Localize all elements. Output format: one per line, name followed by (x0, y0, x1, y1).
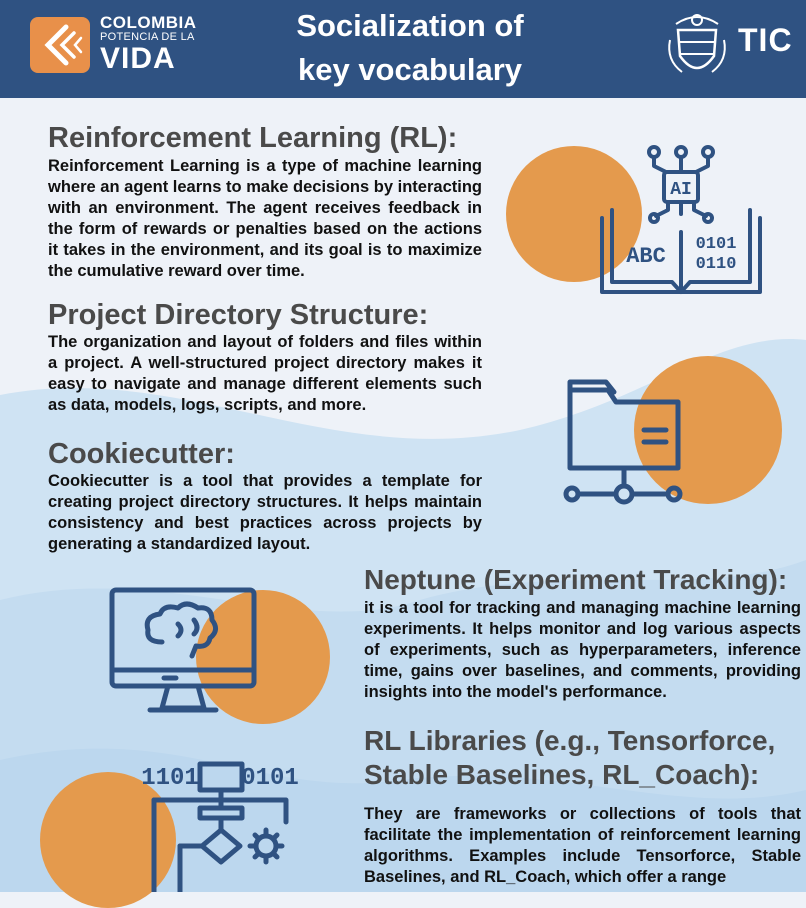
flowchart-icon (140, 760, 300, 892)
bits-right: 0101 (241, 765, 299, 792)
section-project-directory (48, 298, 482, 416)
title-line2: Stable Baselines, RL_Coach): (364, 759, 760, 790)
ai-chip-label: AI (670, 180, 692, 200)
brand-line2: POTENCIA DE LA (100, 31, 195, 43)
ai-book-icon (598, 142, 764, 302)
section-body: The organization and layout of folders and files within a project. A well-structured project directory makes it easy to navigate and manage different elements such as data, models, logs, scripts, and more. (48, 333, 482, 414)
tic-logo: TIC (738, 22, 793, 58)
title-line1: Socialization of (296, 8, 524, 43)
section-cookiecutter (48, 437, 482, 555)
section-body: Reinforcement Learning is a type of machine learning where an agent learns to make decisions by interacting with an environment. The agent receives feedback in the form of rewards or penalties based on the actions it takes in the environment, and its goal is to maximize the cumulative reward over time. (48, 157, 482, 280)
header-banner (0, 0, 806, 98)
bits-label-1: 0101 (695, 235, 737, 254)
section-title (364, 724, 801, 792)
bits-left: 1101 (141, 765, 199, 792)
section-title: Cookiecutter: (48, 438, 235, 470)
section-body: Cookiecutter is a tool that provides a template for creating project directory structures. It helps maintain consistency and best practices across projects by generating a standardized layout. (48, 472, 482, 553)
section-neptune (364, 562, 801, 703)
section-body: it is a tool for tracking and managing machine learning experiments. It helps monitor and log various aspects of experiments, such as hyperparameters, inference time, gains over baselines, and comments, providing insights into the model's performance. (364, 599, 801, 701)
monitor-brain-icon (104, 584, 264, 724)
title-line2: key vocabulary (297, 52, 523, 87)
section-title: Project Directory Structure: (48, 299, 429, 331)
section-reinforcement-learning (48, 120, 482, 282)
brand-line3: VIDA (100, 42, 176, 75)
section-rl-libraries (364, 724, 801, 888)
title-line1: RL Libraries (e.g., Tensorforce, (364, 725, 776, 756)
brand-line1: COLOMBIA (100, 13, 197, 32)
bits-label-2: 0110 (695, 255, 737, 274)
brand-text (100, 14, 197, 74)
coat-of-arms-icon (664, 10, 730, 86)
colombia-logo-icon (30, 17, 90, 73)
folder-network-icon (560, 372, 710, 512)
abc-label: ABC (626, 244, 666, 269)
section-title: Neptune (Experiment Tracking): (364, 564, 788, 595)
section-body: They are frameworks or collections of tools that facilitate the implementation of reinforcement learning algorithms. Examples include Tensorforce, Stable Baselines, and RL_Coach, which offer a range (364, 805, 801, 886)
section-title: Reinforcement Learning (RL): (48, 122, 458, 154)
page-title (250, 4, 570, 92)
